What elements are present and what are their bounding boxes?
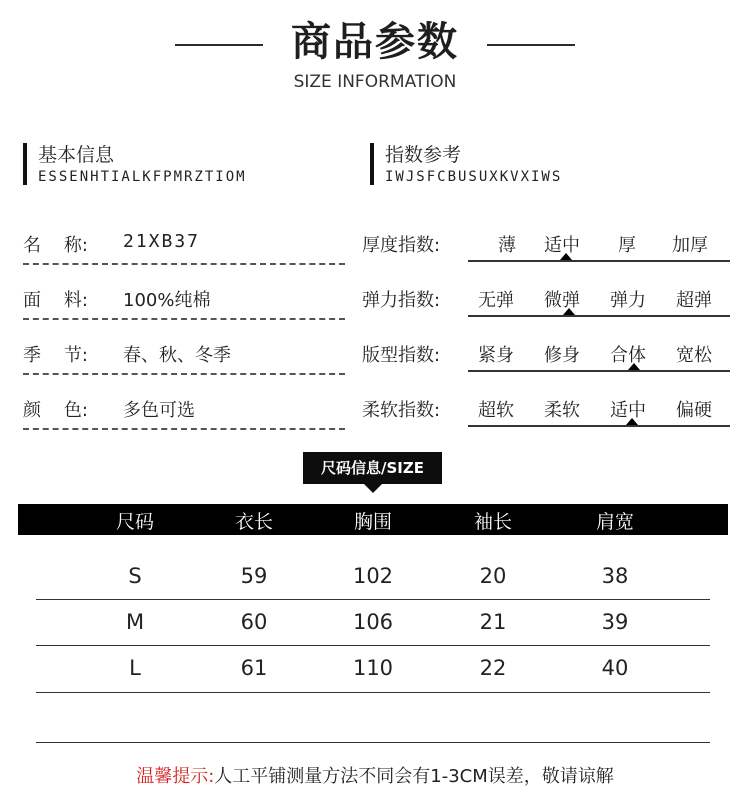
index-marker [628, 363, 640, 370]
page-subtitle: SIZE INFORMATION [293, 72, 457, 92]
divider [23, 263, 345, 265]
divider [23, 428, 345, 430]
basic-section-subtitle: ESSENHTIALKFPMRZTIOM [38, 169, 247, 185]
index-line [468, 370, 730, 372]
table-cell: L [129, 656, 141, 680]
index-option: 超弹 [676, 290, 712, 311]
table-cell: 102 [352, 564, 394, 588]
index-options-softness [468, 396, 730, 422]
info-label: 颜 色: [23, 400, 88, 421]
tip-text: 人工平铺测量方法不同会有1-3CM误差，敬请谅解 [214, 766, 614, 787]
info-row-color [23, 396, 343, 426]
index-options-thickness [468, 231, 730, 257]
index-option: 厚 [618, 235, 636, 256]
divider [23, 318, 345, 320]
index-marker [563, 308, 575, 315]
table-row-divider [36, 692, 710, 693]
index-label-elasticity: 弹力指数: [362, 290, 441, 311]
index-option: 宽松 [676, 345, 712, 366]
index-line [468, 425, 730, 427]
table-row-divider [36, 645, 710, 646]
index-option: 加厚 [672, 235, 708, 256]
info-row-name [23, 231, 343, 261]
index-option: 微弹 [544, 290, 580, 311]
index-label-softness: 柔软指数: [362, 400, 441, 421]
table-bottom-divider [36, 742, 710, 743]
table-cell: S [128, 564, 142, 588]
table-cell: 22 [479, 656, 507, 680]
info-value: 21XB37 [123, 231, 201, 252]
index-label-thickness: 厚度指数: [362, 235, 441, 256]
index-option: 柔软 [544, 400, 580, 421]
table-cell: 110 [352, 656, 394, 680]
info-value: 多色可选 [123, 400, 195, 421]
index-option: 薄 [498, 235, 516, 256]
index-section-title: 指数参考 [385, 144, 462, 166]
basic-section-bar [23, 143, 27, 185]
info-value: 100%纯棉 [123, 290, 211, 311]
index-marker [560, 253, 572, 260]
size-table-header [18, 504, 728, 535]
index-option: 紧身 [478, 345, 514, 366]
table-cell: 106 [352, 610, 394, 634]
size-badge-arrow [364, 484, 382, 493]
table-cell: 60 [240, 610, 268, 634]
index-option: 偏硬 [676, 400, 712, 421]
table-cell: 59 [240, 564, 268, 588]
size-badge: 尺码信息/SIZE [303, 452, 442, 484]
table-cell: M [125, 610, 145, 634]
index-options-fit [468, 341, 730, 367]
table-header-cell: 尺码 [115, 511, 154, 533]
table-header-cell: 肩宽 [595, 511, 634, 533]
info-row-season [23, 341, 343, 371]
index-section-subtitle: IWJSFCBUSUXKVXIWS [385, 169, 563, 185]
index-options-elasticity [468, 286, 730, 312]
index-option: 无弹 [478, 290, 514, 311]
index-marker [626, 418, 638, 425]
index-option: 适中 [544, 235, 580, 256]
divider [23, 373, 345, 375]
page-title: 商品参数 [291, 19, 459, 65]
table-row-divider [36, 599, 710, 600]
index-option: 修身 [544, 345, 580, 366]
info-label: 面 料: [23, 290, 88, 311]
info-value: 春、秋、冬季 [123, 345, 231, 366]
index-section-bar [370, 143, 374, 185]
table-header-cell: 衣长 [234, 511, 273, 533]
index-option: 超软 [478, 400, 514, 421]
table-cell: 21 [479, 610, 507, 634]
info-row-fabric [23, 286, 343, 316]
index-line [468, 260, 730, 262]
basic-section-title: 基本信息 [38, 144, 115, 166]
tip [0, 762, 750, 788]
table-cell: 38 [601, 564, 629, 588]
info-label: 季 节: [23, 345, 88, 366]
index-option: 合体 [610, 345, 646, 366]
table-cell: 61 [240, 656, 268, 680]
table-cell: 39 [601, 610, 629, 634]
tip-label: 温馨提示: [136, 766, 215, 787]
table-cell: 20 [479, 564, 507, 588]
table-cell: 40 [601, 656, 629, 680]
index-line [468, 315, 730, 317]
table-header-cell: 袖长 [473, 511, 512, 533]
info-label: 名 称: [23, 235, 88, 256]
index-label-fit: 版型指数: [362, 345, 441, 366]
table-header-cell: 胸围 [353, 511, 392, 533]
index-option: 弹力 [610, 290, 646, 311]
index-option: 适中 [610, 400, 646, 421]
